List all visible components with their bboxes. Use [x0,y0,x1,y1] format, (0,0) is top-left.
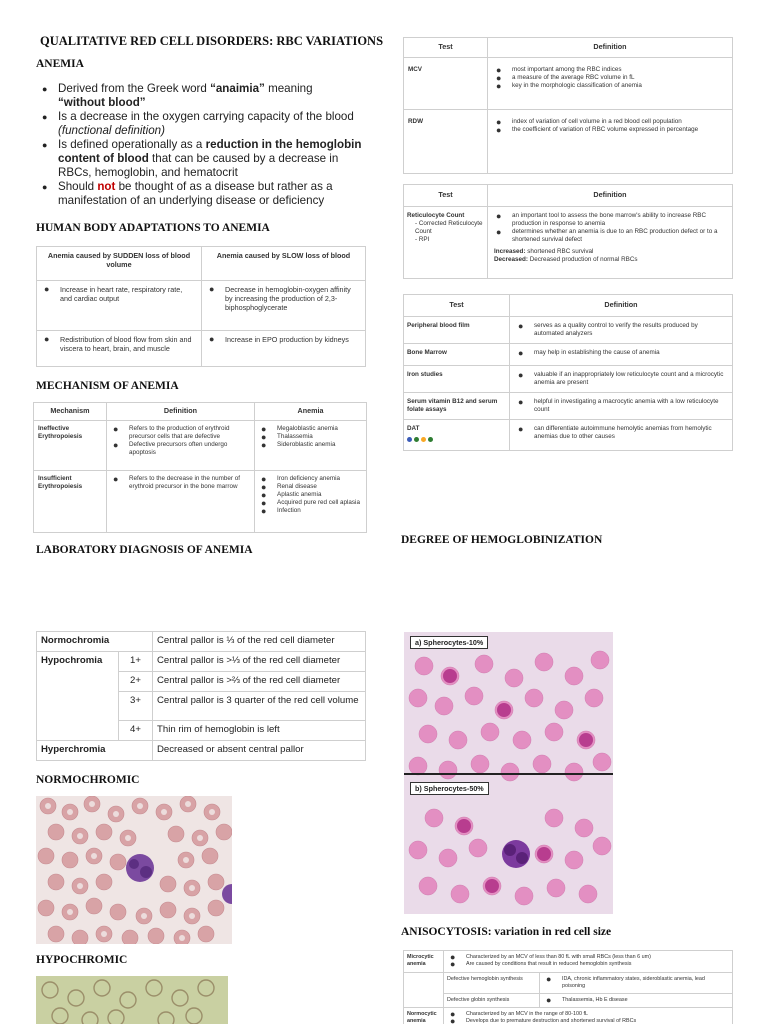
mechanism-name: Ineffective Erythropoiesis [34,421,107,471]
normochromic-smear-image [36,796,232,944]
normochromia-definition: Central pallor is ⅓ of the red cell diameter [153,632,366,652]
adaptations-cell: ● Increase in EPO production by kidneys [202,331,366,367]
anemia-bullet-2: ● Is a decrease in the oxygen carrying capacity of the blood (functional definition) [40,110,372,138]
hypochromia-grade-definition: Central pallor is >⅓ of the red cell diameter [153,652,366,672]
spherocytes-50-label: b) Spherocytes-50% [410,782,489,795]
adaptations-col-slow: Anemia caused by SLOW loss of blood [202,247,366,281]
hyperchromia-label: Hyperchromia [37,741,153,761]
definition-col-header: Definition [488,38,733,58]
test-col-header: Test [404,295,510,317]
test-name-mcv: MCV [404,58,488,110]
anemia-bullet-1: ● Derived from the Greek word “anaimia” meaning “without blood” [40,82,372,110]
mechanism-col-header: Mechanism [34,403,107,421]
test-name: Iron studies [404,366,510,393]
test-table-reticulocyte [403,184,733,279]
definition-col-header: Definition [510,295,733,317]
aniso-name: Normocytic anemia [404,1008,444,1024]
test-definition: ● serves as a quality control to verify the results produced by automated analyzers [510,317,733,344]
mechanism-table [33,402,367,533]
mechanism-name: Insufficient Erythropoiesis [34,471,107,533]
anisocytosis-heading: ANISOCYTOSIS: variation in red cell size [401,926,612,938]
test-name: DAT [404,420,510,451]
color-dots-icon [407,437,506,445]
adaptations-table [36,246,366,367]
test-table-other [403,294,733,451]
normochromic-heading: NORMOCHROMIC [36,774,140,786]
test-definition: ● valuable if an inappropriately low reticulocyte count and a microcytic anemia are present [510,366,733,393]
adaptations-cell: ● Redistribution of blood flow from skin and viscera to heart, brain, and muscle [37,331,202,367]
hyperchromia-definition: Decreased or absent central pallor [153,741,366,761]
test-definition: ● an important tool to assess the bone marrow's ability to increase RBC production in response to anemia ● determines whether an anemia is due to an RBC production defect or to a shortened survival defect Increased: shortened RBC survival Decreased: Decreased production of normal RBCs [488,207,733,279]
adaptations-cell: ● Decrease in hemoglobin-oxygen affinity by increasing the production of 2,3-biphosphoglycerate [202,281,366,331]
aniso-subname: Defective hemoglobin synthesis [444,973,540,994]
aniso-name: Microcytic anemia [404,951,444,973]
anisocytosis-table [403,950,733,1024]
spherocytes-10-label: a) Spherocytes-10% [410,636,488,649]
page-title: QUALITATIVE RED CELL DISORDERS: RBC VARIATIONS [40,34,384,48]
test-definition: ● index of variation of cell volume in a red blood cell population ● the coefficient of variation of RBC volume expressed in percentage [488,110,733,174]
mechanism-anemias: ● Megaloblastic anemia ● Thalassemia ● Sideroblastic anemia [255,421,367,471]
hemoglobinization-heading: DEGREE OF HEMOGLOBINIZATION [401,534,603,546]
adaptations-col-sudden: Anemia caused by SUDDEN loss of blood volume [37,247,202,281]
hypochromia-grade-definition: Thin rim of hemoglobin is left [153,721,366,741]
anemia-bullets [40,82,372,208]
anemia-bullet-3: ● Is defined operationally as a reduction in the hemoglobin content of blood that can be caused by a decrease in RBCs, hemoglobin, and hematocrit [40,138,372,180]
aniso-subdefinition: ● Thalassemia, Hb E disease [540,994,733,1008]
definition-col-header: Definition [488,185,733,207]
hypochromia-grade-definition: Central pallor is 3 quarter of the red cell volume [153,692,366,721]
hypochromia-grade: 3+ [119,692,153,721]
test-name-reticulocyte: Reticulocyte Count - Corrected Reticulocyte Count - RPI [404,207,488,279]
test-definition: ● may help in establishing the cause of anemia [510,344,733,366]
anemia-bullet-4: ● Should not be thought of as a disease but rather as a manifestation of an underlying disease or deficiency [40,180,372,208]
test-table-indices [403,37,733,174]
aniso-subname: Defective globin synthesis [444,994,540,1008]
normochromia-label: Normochromia [37,632,153,652]
aniso-definition: ● Characterized by an MCV of less than 80 fL with small RBCs (less than 6 um) ● Are caused by conditions that result in reduced hemoglobin synthesis [444,951,733,973]
mechanism-definition: ● Refers to the production of erythroid precursor cells that are defective ● Defective precursors often undergo apoptosis [107,421,255,471]
hypochromic-smear-image [36,976,228,1024]
aniso-definition: ● Characterized by an MCV in the range of 80-100 fL ● Develops due to premature destruction and shortened survival of RBCs [444,1008,733,1024]
mechanism-heading: MECHANISM OF ANEMIA [36,380,179,392]
test-name: Bone Marrow [404,344,510,366]
test-name: Peripheral blood film [404,317,510,344]
test-definition: ● can differentiate autoimmune hemolytic anemias from hemolytic anemias due to other causes [510,420,733,451]
aniso-subdefinition: ● IDA, chronic inflammatory states, sideroblastic anemia, lead poisoning [540,973,733,994]
test-name-rdw: RDW [404,110,488,174]
hemoglobinization-table [36,631,366,761]
anemia-heading: ANEMIA [36,58,84,70]
mechanism-anemias: ● Iron deficiency anemia ● Renal disease ● Aplastic anemia ● Acquired pure red cell aplasia ● Infection [255,471,367,533]
hypochromic-heading: HYPOCHROMIC [36,954,128,966]
mechanism-col-header: Anemia [255,403,367,421]
lab-diagnosis-heading: LABORATORY DIAGNOSIS OF ANEMIA [36,544,253,556]
mechanism-definition: ● Refers to the decrease in the number of erythroid precursor in the bone marrow [107,471,255,533]
test-name: Serum vitamin B12 and serum folate assays [404,393,510,420]
hypochromia-grade: 1+ [119,652,153,672]
hypochromia-grade: 2+ [119,672,153,692]
test-definition: ● helpful in investigating a macrocytic anemia with a low reticulocyte count [510,393,733,420]
test-col-header: Test [404,185,488,207]
mechanism-col-header: Definition [107,403,255,421]
hypochromia-label: Hypochromia [37,652,119,741]
hypochromia-grade: 4+ [119,721,153,741]
hypochromia-grade-definition: Central pallor is >⅔ of the red cell diameter [153,672,366,692]
spherocytes-smear-image [404,632,613,914]
adaptations-cell: ● Increase in heart rate, respiratory rate, and cardiac output [37,281,202,331]
test-col-header: Test [404,38,488,58]
adaptations-heading: HUMAN BODY ADAPTATIONS TO ANEMIA [36,222,270,234]
test-definition: ● most important among the RBC indices ● a measure of the average RBC volume in fL ● key in the morphologic classification of anemia [488,58,733,110]
